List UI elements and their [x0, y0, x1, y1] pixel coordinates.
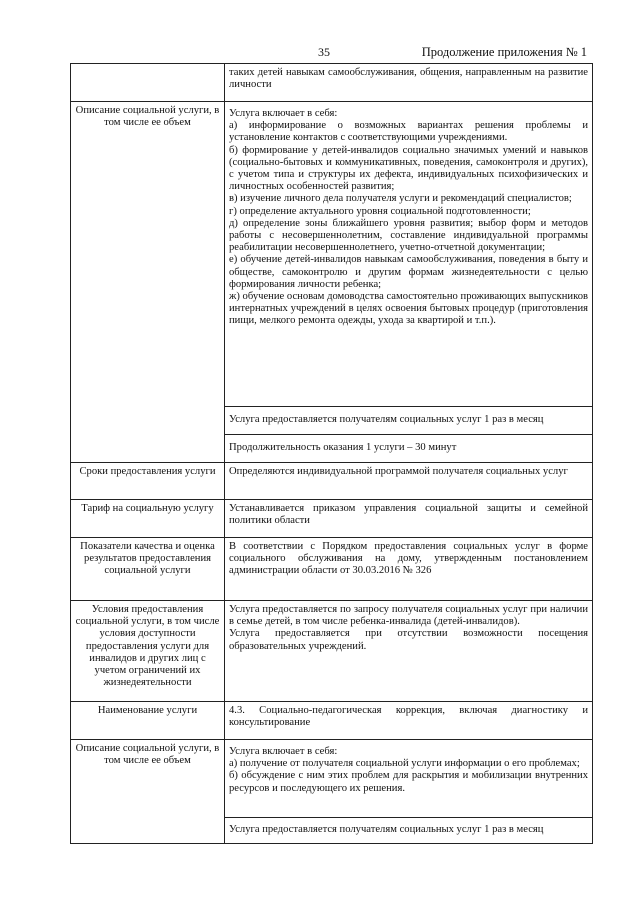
row-text: Услуга включает в себя: а) информирование о возможных вариантах решения проблемы и установление контактов с соответствующими учреждениями. б) формирование у детей-инвалидов социально значимых умений и навыков (социально-бытовых и коммуникативных, поведения, самоконтроля и других), с учетом типа и структуры их дефекта, индивидуальных психофизических и личностных особенностей развития; в) изучение личного дела получателя услуги и рекомендаций специалистов; г) определение актуального уровня социальной подготовленности; д) определение зоны ближайшего уровня развития; выбор форм и методов работы с несовершеннолетним, составление индивидуальной программы реабилитации несовершеннолетнего, учетно-отчетной документации; е) обучение детей-инвалидов навыкам самообслуживания, поведения в быту и обществе, самоконтролю и другим формам жизнедеятельности с целью формирования личности ребенка; ж) обучение основам домоводства самостоятельно проживающих выпускников интернатных учреждений в целях освоения бытовых процедур (приготовления пищи, мелкого ремонта одежды, ухода за квартирой и т.п.).: [225, 102, 593, 407]
row-label: [71, 64, 225, 102]
row-label: Сроки предоставления услуги: [71, 463, 225, 500]
page-number: 35: [318, 45, 330, 59]
row-text: Устанавливается приказом управления социальной защиты и семейной политики области: [225, 500, 593, 538]
table-row: [71, 702, 593, 740]
row-text: Услуга включает в себя: а) получение от получателя социальной услуги информации о его проблемах; б) обсуждение с ним этих проблем для раскрытия и мобилизации внутренних ресурсов и последующего их решения.: [225, 740, 593, 818]
row-text: Услуга предоставляется по запросу получателя социальных услуг при наличии в семье детей, в том числе ребенка-инвалида (детей-инвалидов). Услуга предоставляется при отсутствии возможности посещения образовательных учреждений.: [225, 601, 593, 702]
row-label: Показатели качества и оценка результатов предоставления социальной услуги: [71, 538, 225, 601]
row-text: 4.3. Социально-педагогическая коррекция, включая диагностику и консультирование: [225, 702, 593, 740]
table-row: [71, 463, 593, 500]
row-text: Определяются индивидуальной программой получателя социальных услуг: [225, 463, 593, 500]
continuation-note: Продолжение приложения № 1: [421, 45, 587, 59]
row-text: Услуга предоставляется получателям социальных услуг 1 раз в месяц: [225, 407, 593, 435]
services-table: [70, 63, 593, 844]
row-text: таких детей навыкам самообслуживания, общения, направленным на развитие личности: [225, 64, 593, 102]
row-text: Услуга предоставляется получателям социальных услуг 1 раз в месяц: [225, 818, 593, 844]
row-label: Условия предоставления социальной услуги, в том числе условия доступности предоставления услуги для инвалидов и других лиц с учетом ограничений их жизнедеятельности: [71, 601, 225, 702]
table-row: [71, 538, 593, 601]
page-header: [0, 45, 639, 63]
row-label: Описание социальной услуги, в том числе ее объем: [71, 102, 225, 463]
row-text: Продолжительность оказания 1 услуги – 30 минут: [225, 435, 593, 463]
row-text: В соответствии с Порядком предоставления социальных услуг в форме социального обслуживания на дому, утвержденным постановлением администрации области от 30.03.2016 № 326: [225, 538, 593, 601]
row-label: Наименование услуги: [71, 702, 225, 740]
row-label: Тариф на социальную услугу: [71, 500, 225, 538]
table-row: [71, 500, 593, 538]
row-label: Описание социальной услуги, в том числе ее объем: [71, 740, 225, 844]
table-row: [71, 740, 593, 818]
table-row: [71, 102, 593, 407]
table-row: [71, 601, 593, 702]
table-row: [71, 64, 593, 102]
